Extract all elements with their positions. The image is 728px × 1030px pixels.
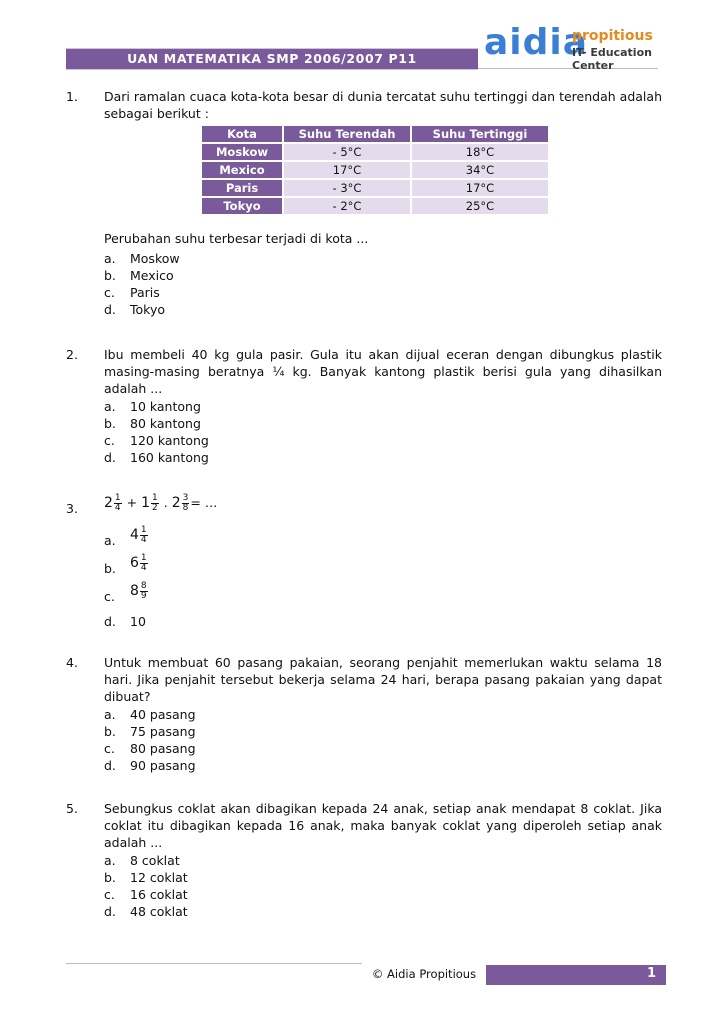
table-cell-city: Mexico: [202, 162, 282, 178]
option-letter: a.: [104, 853, 116, 868]
question-text: Sebungkus coklat akan dibagikan kepada 24 anak, setiap anak mendapat 8 coklat. Jika coklat itu dibagikan kepada 16 anak, maka banyak coklat yang diperoleh setiap anak adalah ...: [104, 801, 662, 850]
table-header: Suhu Tertinggi: [412, 126, 548, 142]
footer-copyright: © Aidia Propitious: [371, 967, 477, 981]
table-cell: 18°C: [412, 144, 548, 160]
equals-ellipsis: = …: [190, 495, 218, 510]
option-letter: b.: [104, 416, 116, 431]
option-text: Moskow: [130, 251, 180, 266]
table-row: [202, 144, 548, 160]
question-number: 5.: [66, 801, 78, 816]
term-fraction: $\frac{1}{2}$: [152, 493, 158, 513]
table-cell-city: Paris: [202, 180, 282, 196]
option-mixed-number: 4 $\frac{1}{4}$: [130, 525, 147, 545]
option-letter: d.: [104, 614, 116, 629]
table-cell: 25°C: [412, 198, 548, 214]
question-number: 1.: [66, 89, 78, 104]
table-row: [202, 198, 548, 214]
option-text: 75 pasang: [130, 724, 196, 739]
option-text: Paris: [130, 285, 160, 300]
table-header: Suhu Terendah: [284, 126, 410, 142]
option-text: 40 pasang: [130, 707, 196, 722]
footer-divider: [66, 963, 362, 964]
option-text: 80 pasang: [130, 741, 196, 756]
page-number: 1: [646, 966, 656, 981]
option-mixed-number: 6 $\frac{1}{4}$: [130, 553, 147, 573]
question-number: 4.: [66, 655, 78, 670]
table-cell: - 2°C: [284, 198, 410, 214]
option-text: 90 pasang: [130, 758, 196, 773]
table-header-row: [202, 126, 548, 142]
term-fraction: $\frac{1}{4}$: [114, 493, 121, 513]
option-letter: d.: [104, 450, 116, 465]
option-letter: a.: [104, 399, 116, 414]
option-letter: c.: [104, 741, 115, 756]
option-text: 12 coklat: [130, 870, 188, 885]
logo-tagline-2: IT- Education Center: [572, 46, 652, 72]
option-mixed-number: 8 $\frac{8}{9}$: [130, 581, 147, 601]
option-letter: a.: [104, 251, 116, 266]
option-letter: d.: [104, 904, 116, 919]
aidia-logo: [480, 24, 680, 70]
option-text: Tokyo: [130, 302, 165, 317]
page-title: UAN MATEMATIKA SMP 2006/2007 P11: [127, 51, 417, 66]
table-cell: - 3°C: [284, 180, 410, 196]
option-text: Mexico: [130, 268, 174, 283]
option-text: 8 coklat: [130, 853, 180, 868]
option-letter: d.: [104, 758, 116, 773]
option-letter: c.: [104, 433, 115, 448]
option-letter: a.: [104, 707, 116, 722]
option-letter: b.: [104, 268, 116, 283]
term-whole: 2: [104, 495, 113, 511]
question-number: 3.: [66, 501, 78, 516]
table-header: Kota: [202, 126, 282, 142]
option-letter: c.: [104, 887, 115, 902]
header-bar: [66, 48, 478, 70]
option-text: 160 kantong: [130, 450, 209, 465]
question-text: Ibu membeli 40 kg gula pasir. Gula itu akan dijual eceran dengan dibungkus plastik masing-masing beratnya ¼ kg. Banyak kantong plastik berisi gula yang dihasilkan adalah ...: [104, 347, 662, 396]
question-expression: [104, 494, 662, 513]
option-letter: b.: [104, 561, 116, 576]
option-text: 120 kantong: [130, 433, 209, 448]
option-letter: c.: [104, 285, 115, 300]
footer-bar: [486, 965, 666, 985]
option-text: 80 kantong: [130, 416, 201, 431]
option-text: 10 kantong: [130, 399, 201, 414]
option-letter: b.: [104, 724, 116, 739]
table-cell: 34°C: [412, 162, 548, 178]
term-whole: 1: [141, 495, 151, 511]
question-text: Untuk membuat 60 pasang pakaian, seorang penjahit memerlukan waktu selama 18 hari. Jika penjahit tersebut bekerja selama 24 hari, berapa pasang pakaian yang dapat dibuat?: [104, 655, 662, 704]
term-fraction: $\frac{3}{8}$: [182, 493, 189, 513]
option-letter: d.: [104, 302, 116, 317]
logo-wordmark: aidia: [484, 22, 589, 63]
question-prompt: Perubahan suhu terbesar terjadi di kota ...: [104, 231, 369, 246]
operator: .: [163, 495, 168, 510]
table-cell: 17°C: [412, 180, 548, 196]
table-row: [202, 162, 548, 178]
question-text: Dari ramalan cuaca kota-kota besar di dunia tercatat suhu tertinggi dan terendah adalah sebagai berikut :: [104, 89, 662, 121]
table-cell-city: Moskow: [202, 144, 282, 160]
option-letter: c.: [104, 589, 115, 604]
table-cell-city: Tokyo: [202, 198, 282, 214]
option-letter: b.: [104, 870, 116, 885]
option-text: 10: [130, 614, 146, 629]
option-text: 16 coklat: [130, 887, 188, 902]
option-letter: a.: [104, 533, 116, 548]
table-row: [202, 180, 548, 196]
temperature-table: [200, 124, 550, 216]
operator: +: [126, 495, 138, 510]
table-cell: - 5°C: [284, 144, 410, 160]
term-whole: 2: [171, 495, 181, 511]
question-number: 2.: [66, 347, 78, 362]
option-text: 48 coklat: [130, 904, 188, 919]
table-cell: 17°C: [284, 162, 410, 178]
logo-tagline-1: propitious: [572, 28, 653, 44]
